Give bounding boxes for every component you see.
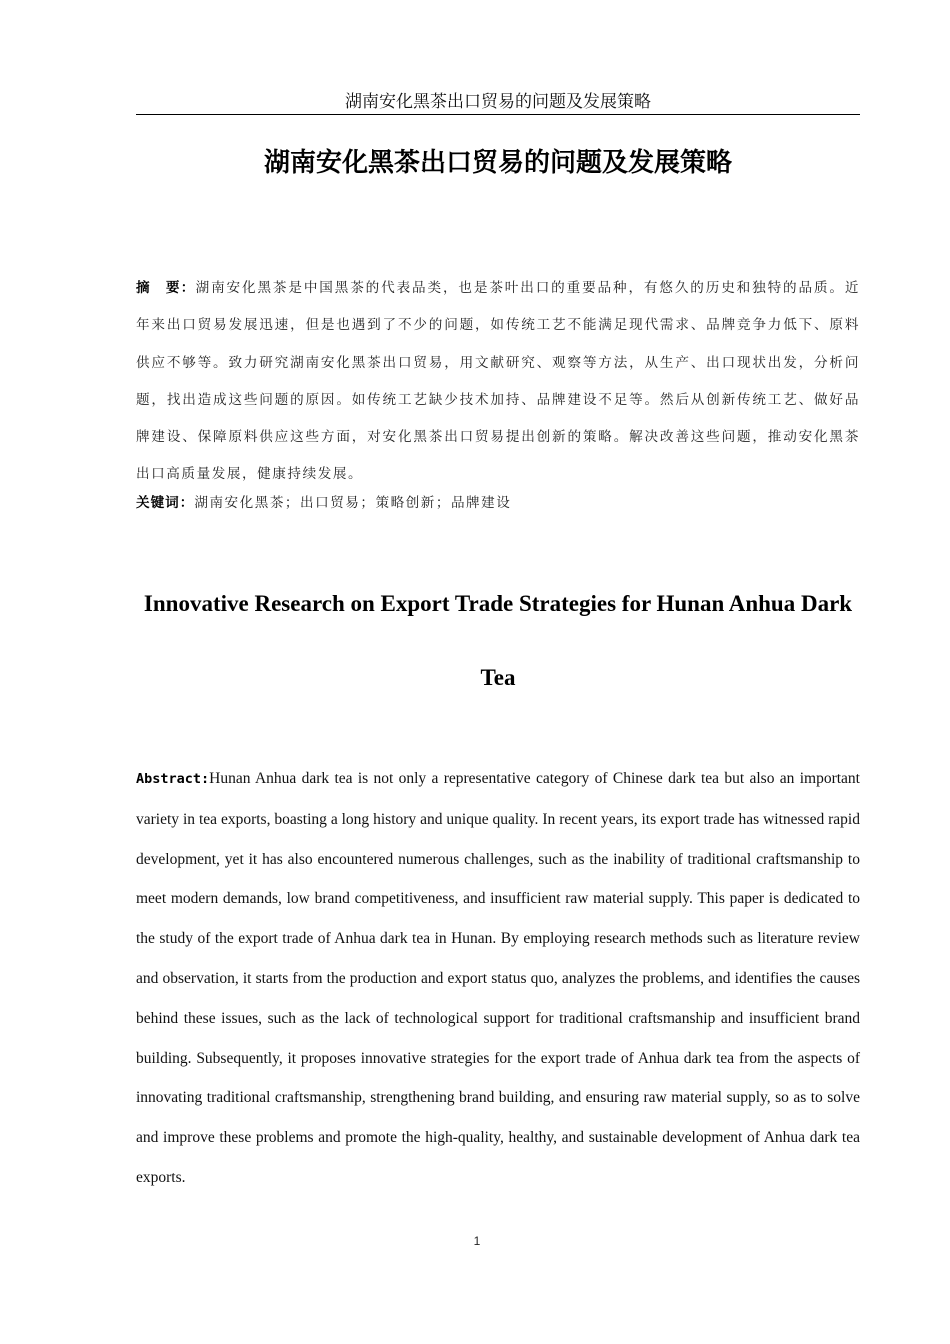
chinese-keywords	[136, 490, 860, 516]
chinese-keywords-label: 关键词：	[136, 495, 195, 511]
english-title: Innovative Research on Export Trade Strategies for Hunan Anhua Dark Tea	[143, 591, 853, 690]
chinese-abstract-text: 湖南安化黑茶是中国黑茶的代表品类，也是茶叶出口的重要品种，有悠久的历史和独特的品质。近年来出口贸易发展迅速，但是也遇到了不少的问题，如传统工艺不能满足现代需求、品牌竞争力低下、原料供应不够等。致力研究湖南安化黑茶出口贸易，用文献研究、观察等方法，从生产、出口现状出发，分析问题，找出造成这些问题的原因。如传统工艺缺少技术加持、品牌建设不足等。然后从创新传统工艺、做好品牌建设、保障原料供应这些方面，对安化黑茶出口贸易提出创新的策略。解决改善这些问题，推动安化黑茶出口高质量发展，健康持续发展。	[136, 280, 861, 483]
chinese-keywords-text: 湖南安化黑茶；出口贸易；策略创新；品牌建设	[194, 495, 512, 511]
page-number: 1	[473, 1234, 481, 1248]
chinese-abstract-label: 摘 要：	[136, 280, 196, 296]
english-abstract	[136, 759, 860, 1198]
english-abstract-text: Hunan Anhua dark tea is not only a representative category of Chinese dark tea but also an important variety in tea exports, boasting a long history and unique quality. In recent years, its export trade has witnessed rapid development, yet it has also encountered numerous challenges, such as the inability of traditional craftsmanship to meet modern demands, low brand competitiveness, and insufficient raw material supply. This paper is dedicated to the study of the export trade of Anhua dark tea in Hunan. By employing research methods such as literature review and observation, it starts from the production and export status quo, analyzes the problems, and identifies the causes behind these issues, such as the lack of technological support for traditional craftsmanship and insufficient brand building. Subsequently, it proposes innovative strategies for the export trade of Anhua dark tea from the aspects of innovating traditional craftsmanship, strengthening brand building, and ensuring raw material supply, so as to solve and improve these problems and promote the high-quality, healthy, and sustainable development of Anhua dark tea exports.	[136, 770, 860, 1186]
english-abstract-label: Abstract:	[136, 771, 210, 787]
chinese-abstract	[136, 270, 860, 494]
chinese-title: 湖南安化黑茶出口贸易的问题及发展策略	[263, 148, 732, 178]
header-rule	[136, 114, 860, 115]
running-header: 湖南安化黑茶出口贸易的问题及发展策略	[345, 92, 651, 112]
